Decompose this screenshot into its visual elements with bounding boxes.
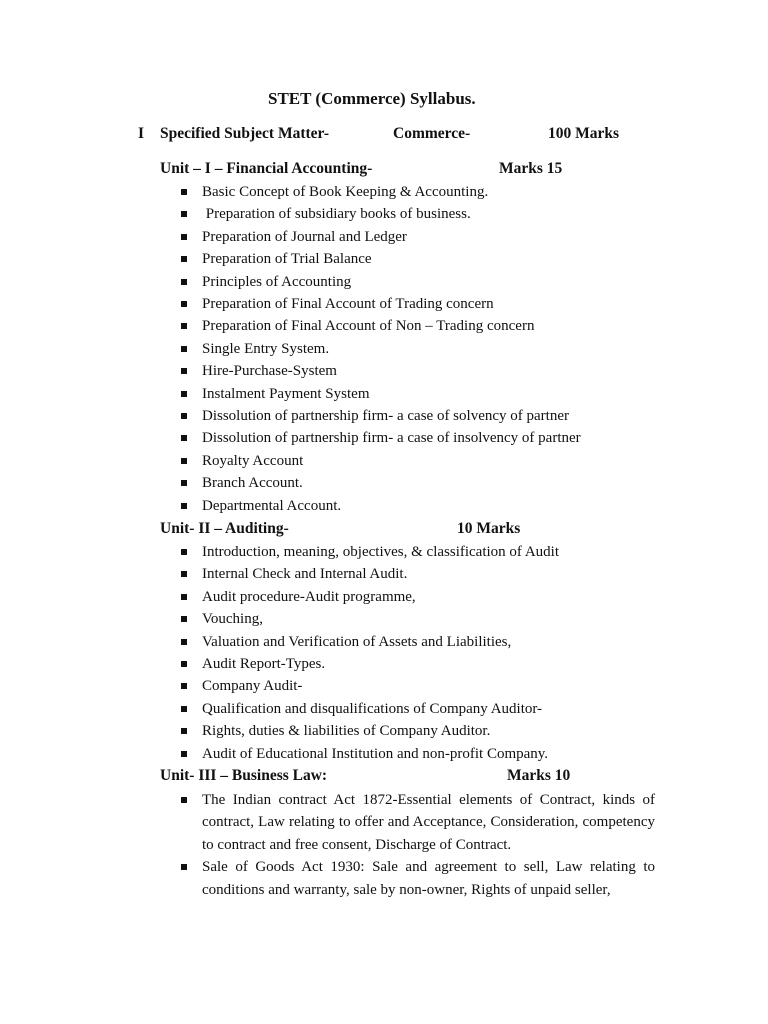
bullet-icon bbox=[181, 279, 187, 285]
list-item bbox=[160, 472, 655, 494]
list-item-text: Audit Report-Types. bbox=[202, 656, 326, 673]
list-item-text: Dissolution of partnership firm- a case of solvency of partner bbox=[202, 408, 569, 425]
bullet-icon bbox=[181, 256, 187, 262]
list-item bbox=[160, 653, 655, 675]
list-item bbox=[160, 856, 655, 901]
bullet-icon bbox=[181, 480, 187, 486]
list-item bbox=[160, 698, 655, 720]
bullet-icon bbox=[181, 458, 187, 464]
list-item bbox=[160, 203, 655, 225]
list-item bbox=[160, 405, 655, 427]
list-item bbox=[160, 720, 655, 742]
unit-3-heading bbox=[160, 767, 680, 789]
list-item-text: Introduction, meaning, objectives, & classification of Audit bbox=[202, 544, 560, 560]
list-item-text: Principles of Accounting bbox=[202, 273, 352, 290]
list-item-text: Instalment Payment System bbox=[202, 385, 370, 402]
unit-2-marks: 10 Marks bbox=[457, 520, 521, 537]
unit-1-heading bbox=[160, 160, 680, 182]
unit-2-heading bbox=[160, 520, 680, 542]
list-item bbox=[160, 450, 655, 472]
list-item bbox=[160, 338, 655, 360]
list-item bbox=[160, 360, 655, 382]
bullet-icon bbox=[181, 503, 187, 509]
unit-2-title: Unit- II – Auditing- bbox=[160, 520, 289, 537]
list-item bbox=[160, 789, 655, 856]
list-item-text: Company Audit- bbox=[202, 678, 303, 695]
list-item bbox=[160, 608, 655, 630]
bullet-icon bbox=[181, 323, 187, 329]
list-item-text: Royalty Account bbox=[202, 452, 304, 469]
list-item bbox=[160, 495, 655, 517]
bullet-icon bbox=[181, 301, 187, 307]
unit-3-topic-list bbox=[160, 789, 655, 901]
list-item-text: Rights, duties & liabilities of Company Auditor. bbox=[202, 723, 491, 740]
section-name: Specified Subject Matter- bbox=[160, 125, 330, 142]
list-item-text: Dissolution of partnership firm- a case of insolvency of partner bbox=[202, 430, 581, 447]
list-item bbox=[160, 586, 655, 608]
list-item-text: Preparation of subsidiary books of business. bbox=[202, 206, 471, 223]
bullet-icon bbox=[181, 391, 187, 397]
list-item-text: Preparation of Trial Balance bbox=[202, 251, 372, 268]
list-item bbox=[160, 563, 655, 585]
list-item-text: Valuation and Verification of Assets and Liabilities, bbox=[202, 633, 512, 650]
bullet-icon bbox=[181, 346, 187, 352]
bullet-icon bbox=[181, 706, 187, 712]
bullet-icon bbox=[181, 683, 187, 689]
section-marks: 100 Marks bbox=[548, 125, 620, 142]
bullet-icon bbox=[181, 413, 187, 419]
list-item bbox=[160, 293, 655, 315]
unit-3-marks: Marks 10 bbox=[507, 767, 571, 784]
list-item bbox=[160, 675, 655, 697]
list-item bbox=[160, 541, 655, 563]
list-item bbox=[160, 226, 655, 248]
section-heading bbox=[138, 125, 698, 147]
bullet-icon bbox=[181, 639, 187, 645]
list-item bbox=[160, 427, 655, 449]
list-item-text: Basic Concept of Book Keeping & Accounting. bbox=[202, 184, 489, 200]
bullet-icon bbox=[181, 728, 187, 734]
unit-2-topic-list bbox=[160, 541, 655, 765]
list-item-text: Audit of Educational Institution and non-profit Company. bbox=[202, 745, 549, 762]
bullet-icon bbox=[181, 368, 187, 374]
list-item bbox=[160, 383, 655, 405]
unit-1-marks: Marks 15 bbox=[499, 160, 563, 177]
bullet-icon bbox=[181, 189, 187, 195]
unit-1-topic-list bbox=[160, 181, 655, 517]
bullet-icon bbox=[181, 435, 187, 441]
bullet-icon bbox=[181, 594, 187, 600]
bullet-icon bbox=[181, 549, 187, 555]
bullet-icon bbox=[181, 751, 187, 757]
bullet-icon bbox=[181, 234, 187, 240]
bullet-icon bbox=[181, 797, 187, 803]
list-item-text: Branch Account. bbox=[202, 475, 303, 492]
list-item-text: Departmental Account. bbox=[202, 497, 342, 514]
list-item-text: Internal Check and Internal Audit. bbox=[202, 566, 408, 583]
bullet-icon bbox=[181, 571, 187, 577]
list-item-text: Preparation of Final Account of Trading concern bbox=[202, 296, 494, 313]
list-item bbox=[160, 271, 655, 293]
list-item-text: Audit procedure-Audit programme, bbox=[202, 588, 416, 605]
list-item-text: Sale of Goods Act 1930: Sale and agreement to sell, Law relating to conditions and warranty, sale by non-owner, Rights of unpaid seller, bbox=[202, 859, 655, 898]
list-item-text: Vouching, bbox=[202, 611, 263, 628]
unit-1-title: Unit – I – Financial Accounting- bbox=[160, 160, 373, 177]
list-item bbox=[160, 631, 655, 653]
list-item-text: Preparation of Journal and Ledger bbox=[202, 228, 407, 245]
list-item-text: Qualification and disqualifications of Company Auditor- bbox=[202, 700, 543, 717]
list-item bbox=[160, 181, 655, 203]
list-item bbox=[160, 248, 655, 270]
page-title: STET (Commerce) Syllabus. bbox=[268, 89, 476, 108]
list-item-text: Hire-Purchase-System bbox=[202, 363, 337, 380]
bullet-icon bbox=[181, 211, 187, 217]
bullet-icon bbox=[181, 616, 187, 622]
bullet-icon bbox=[181, 864, 187, 870]
list-item bbox=[160, 315, 655, 337]
list-item-text: Single Entry System. bbox=[202, 340, 330, 357]
unit-3-title: Unit- III – Business Law: bbox=[160, 767, 328, 784]
list-item-text: Preparation of Final Account of Non – Trading concern bbox=[202, 318, 535, 335]
list-item-text: The Indian contract Act 1872-Essential elements of Contract, kinds of contract, Law relating to offer and Acceptance, Consideration, competency to contract and free consent, Discharge of Contract. bbox=[202, 792, 655, 853]
bullet-icon bbox=[181, 661, 187, 667]
list-item bbox=[160, 743, 655, 765]
section-subject: Commerce- bbox=[393, 125, 471, 142]
section-number: I bbox=[138, 125, 145, 142]
